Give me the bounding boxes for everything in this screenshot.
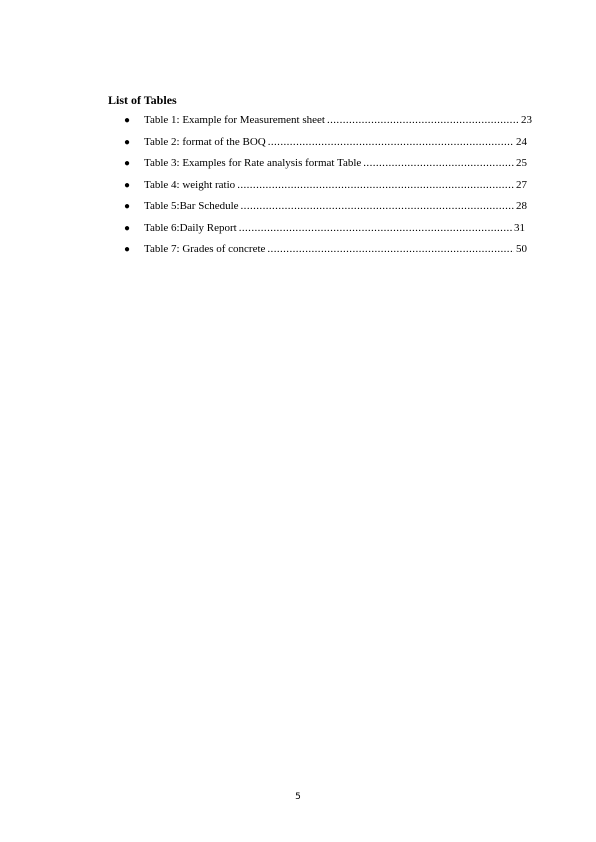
toc-entry-page: 31 [514,221,525,234]
toc-entry-page: 24 [516,135,527,148]
bullet-icon: ● [124,179,131,191]
dot-leader [327,113,519,127]
dot-leader [239,221,512,235]
toc-entry-page: 27 [516,178,527,191]
bullet-icon: ● [124,115,131,126]
toc-entry[interactable] [124,178,528,200]
toc-entry-link[interactable] [144,135,527,149]
toc-entry-link[interactable] [144,156,527,170]
dot-leader [267,242,514,256]
toc-entry-label: Table 2: format of the BOQ [144,135,266,148]
dot-leader [268,135,514,149]
toc-entry-page: 28 [516,200,527,212]
toc-entry[interactable] [124,221,528,243]
toc-entry-link[interactable] [144,199,527,213]
toc-entry-page: 50 [516,243,527,255]
toc-entry-label: Table 1: Example for Measurement sheet [144,114,325,126]
toc-entry-page: 23 [521,114,532,126]
toc-entry-page: 25 [516,157,527,169]
dot-leader [237,178,514,192]
toc-entry[interactable] [124,242,528,264]
bullet-icon: ● [124,158,131,169]
toc-entry-label: Table 4: weight ratio [144,178,236,191]
toc-entry-link[interactable] [144,221,525,235]
page-number: 5 [295,792,301,802]
toc-entry-link[interactable] [144,113,532,127]
bullet-icon: ● [124,222,131,234]
toc-entry-label: Table 6:Daily Report [144,221,237,234]
toc-entry-link[interactable] [144,178,527,192]
toc-entry[interactable] [124,135,528,157]
toc-entry-label: Table 3: Examples for Rate analysis format Table [144,157,362,169]
toc-entry-link[interactable] [144,242,527,256]
list-of-tables-heading: List of Tables [108,93,177,107]
list-of-tables [124,113,532,264]
toc-entry[interactable] [124,156,528,178]
toc-entry-label: Table 5:Bar Schedule [144,200,239,212]
bullet-icon: ● [124,201,131,212]
bullet-icon: ● [124,136,131,148]
toc-entry-label: Table 7: Grades of concrete [144,243,266,255]
bullet-icon: ● [124,244,131,255]
dot-leader [241,199,514,213]
toc-entry[interactable] [124,199,528,221]
dot-leader [363,156,514,170]
toc-entry[interactable] [124,113,532,135]
